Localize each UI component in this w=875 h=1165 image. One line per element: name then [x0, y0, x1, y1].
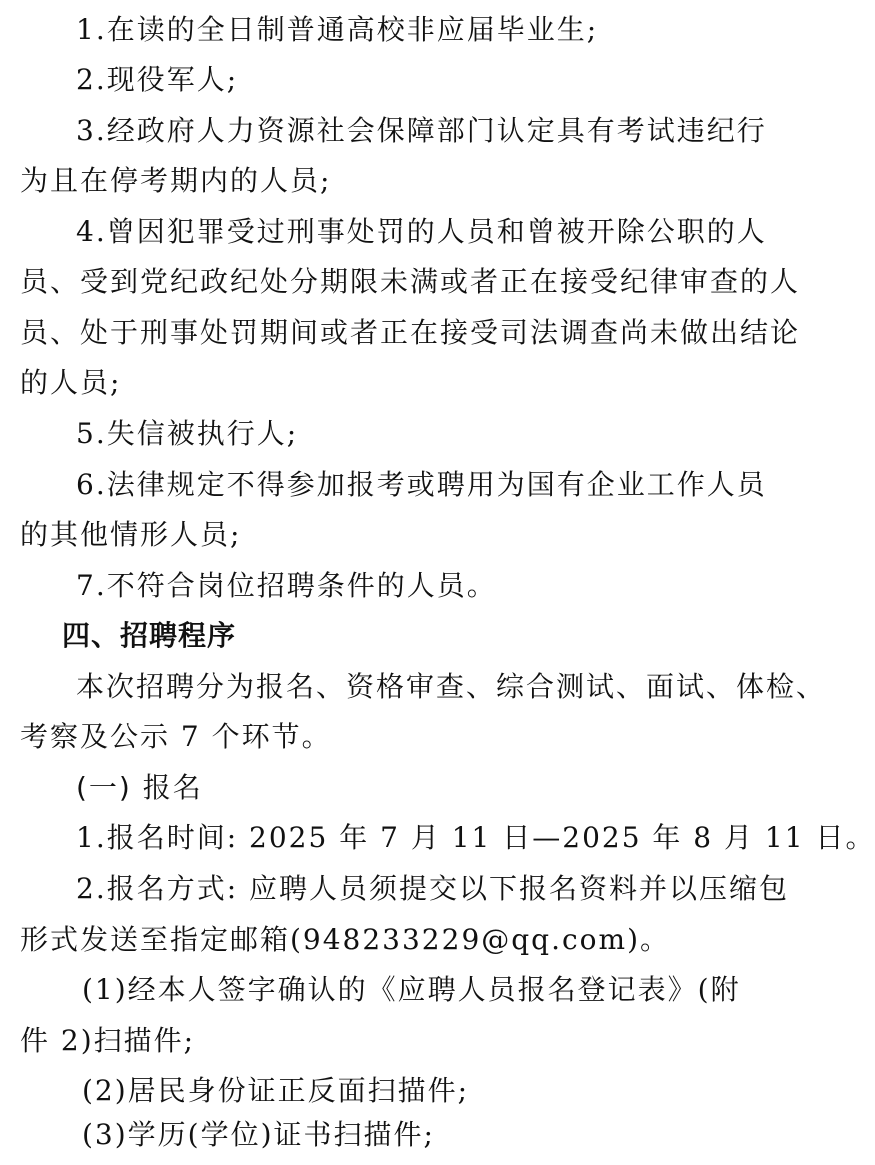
list-item-3-cont: 为且在停考期内的人员;	[20, 164, 332, 197]
list-item-4-cont-3: 的人员;	[20, 366, 122, 399]
material-item-3: (3)学历(学位)证书扫描件;	[82, 1118, 435, 1151]
material-item-1-cont: 件 2)扫描件;	[20, 1024, 196, 1057]
material-item-2: (2)居民身份证正反面扫描件;	[82, 1074, 470, 1107]
registration-method: 2.报名方式: 应聘人员须提交以下报名资料并以压缩包	[76, 872, 790, 905]
paragraph-line-2: 考察及公示 7 个环节。	[20, 720, 332, 753]
list-item-5: 5.失信被执行人;	[76, 417, 299, 450]
sub-heading: (一) 报名	[76, 771, 203, 804]
section-heading: 四、招聘程序	[62, 619, 237, 652]
material-item-1: (1)经本人签字确认的《应聘人员报名登记表》(附	[82, 973, 741, 1006]
registration-method-cont: 形式发送至指定邮箱(948233229@qq.com)。	[20, 923, 671, 956]
list-item-4-cont-1: 员、受到党纪政纪处分期限未满或者正在接受纪律审查的人	[20, 265, 801, 298]
list-item-7: 7.不符合岗位招聘条件的人员。	[76, 569, 497, 602]
list-item-1: 1.在读的全日制普通高校非应届毕业生;	[76, 13, 599, 46]
list-item-4: 4.曾因犯罪受过刑事处罚的人员和曾被开除公职的人	[76, 215, 767, 248]
paragraph-line-1: 本次招聘分为报名、资格审查、综合测试、面试、体检、	[76, 670, 827, 703]
list-item-2: 2.现役军人;	[76, 63, 239, 96]
list-item-6-cont: 的其他情形人员;	[20, 518, 242, 551]
list-item-3: 3.经政府人力资源社会保障部门认定具有考试违纪行	[76, 114, 767, 147]
list-item-4-cont-2: 员、处于刑事处罚期间或者正在接受司法调查尚未做出结论	[20, 316, 801, 349]
list-item-6: 6.法律规定不得参加报考或聘用为国有企业工作人员	[76, 468, 767, 501]
registration-time: 1.报名时间: 2025 年 7 月 11 日—2025 年 8 月 11 日。	[76, 821, 875, 854]
